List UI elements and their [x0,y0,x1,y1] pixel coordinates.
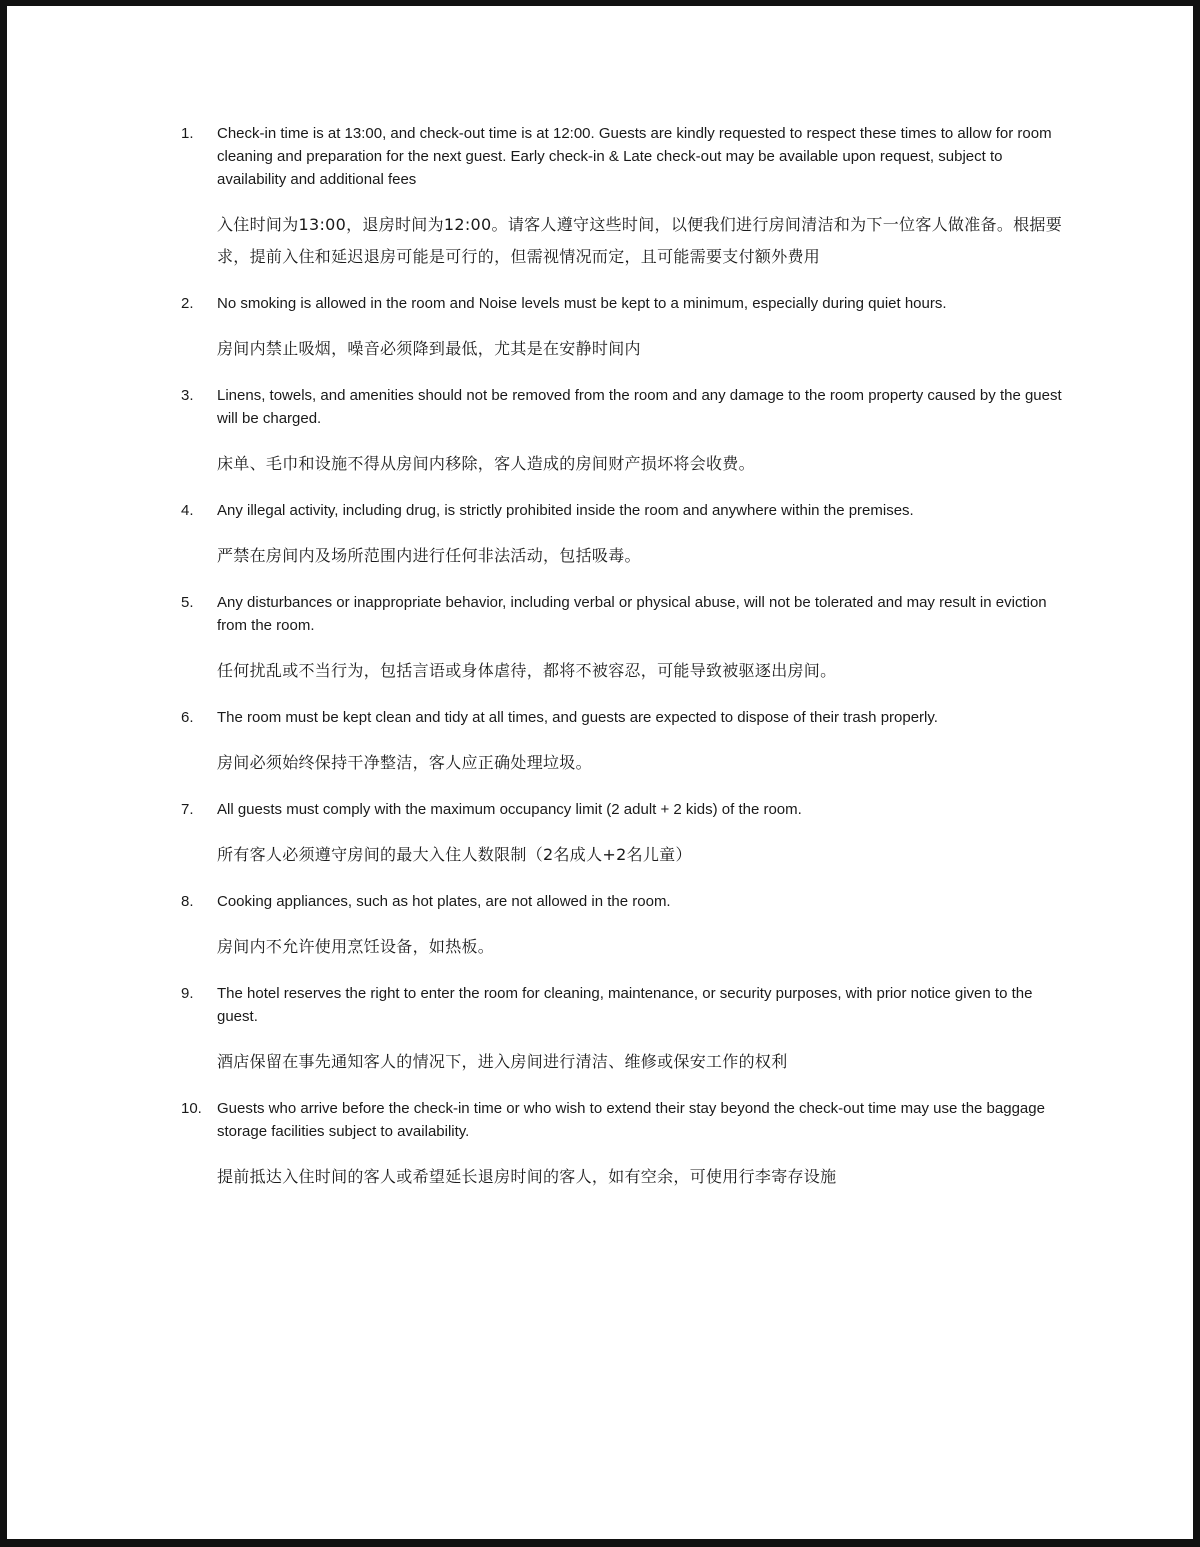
rule-english-text: Cooking appliances, such as hot plates, are not allowed in the room. [217,893,671,910]
rule-chinese-text: 酒店保留在事先通知客人的情况下，进入房间进行清洁、维修或保安工作的权利 [217,1052,788,1071]
rule-item [181,384,1071,480]
rule-chinese-text: 房间内禁止吸烟，噪音必须降到最低，尤其是在安静时间内 [217,339,641,358]
rule-item [181,499,1071,572]
rule-item [181,890,1071,963]
rule-item [181,982,1071,1078]
rule-english-text: Linens, towels, and amenities should not be removed from the room and any damage to the room property caused by the guest will be charged. [217,387,1062,427]
rule-english-text: Any disturbances or inappropriate behavior, including verbal or physical abuse, will not be tolerated and may result in eviction from the room. [217,594,1047,634]
rule-english-text: Guests who arrive before the check-in time or who wish to extend their stay beyond the check-out time may use the baggage storage facilities subject to availability. [217,1100,1045,1140]
rule-number: 10. [181,1100,202,1117]
rule-chinese-text: 严禁在房间内及场所范围内进行任何非法活动，包括吸毒。 [217,546,641,565]
rule-english-text: All guests must comply with the maximum occupancy limit (2 adult + 2 kids) of the room. [217,801,802,818]
rule-number: 2. [181,295,194,312]
rule-number: 1. [181,125,194,142]
rule-chinese-text: 任何扰乱或不当行为，包括言语或身体虐待，都将不被容忍，可能导致被驱逐出房间。 [217,661,837,680]
rule-number: 4. [181,502,194,519]
rule-number: 6. [181,709,194,726]
document-page [7,6,1193,1539]
rule-item [181,706,1071,779]
rule-chinese-text: 床单、毛巾和设施不得从房间内移除，客人造成的房间财产损坏将会收费。 [217,454,755,473]
rule-english-text: The room must be kept clean and tidy at all times, and guests are expected to dispose of their trash properly. [217,709,938,726]
rule-item [181,122,1071,273]
house-rules-list [181,122,1071,1212]
rule-item [181,1097,1071,1193]
rule-chinese-text: 房间必须始终保持干净整洁，客人应正确处理垃圾。 [217,753,592,772]
rule-number: 8. [181,893,194,910]
rule-chinese-text: 提前抵达入住时间的客人或希望延长退房时间的客人，如有空余，可使用行李寄存设施 [217,1167,837,1186]
rule-chinese-text: 房间内不允许使用烹饪设备，如热板。 [217,937,495,956]
rule-item [181,798,1071,871]
rule-english-text: The hotel reserves the right to enter the room for cleaning, maintenance, or security purposes, with prior notice given to the guest. [217,985,1033,1025]
rule-english-text: Check-in time is at 13:00, and check-out time is at 12:00. Guests are kindly requested to respect these times to allow for room cleaning and preparation for the next guest. Early check-in & Late check-out may be available upon request, subject to availability and additional fees [217,125,1052,188]
rule-item [181,292,1071,365]
rule-number: 3. [181,387,194,404]
rule-number: 5. [181,594,194,611]
rule-english-text: Any illegal activity, including drug, is strictly prohibited inside the room and anywhere within the premises. [217,502,914,519]
rule-number: 9. [181,985,194,1002]
rule-chinese-text: 所有客人必须遵守房间的最大入住人数限制（2名成人+2名儿童） [217,845,692,864]
rule-chinese-text: 入住时间为13:00，退房时间为12:00。请客人遵守这些时间，以便我们进行房间清洁和为下一位客人做准备。根据要求，提前入住和延迟退房可能是可行的，但需视情况而定，且可能需要支付额外费用 [217,215,1063,266]
rule-english-text: No smoking is allowed in the room and Noise levels must be kept to a minimum, especially during quiet hours. [217,295,947,312]
rule-item [181,591,1071,687]
rule-number: 7. [181,801,194,818]
